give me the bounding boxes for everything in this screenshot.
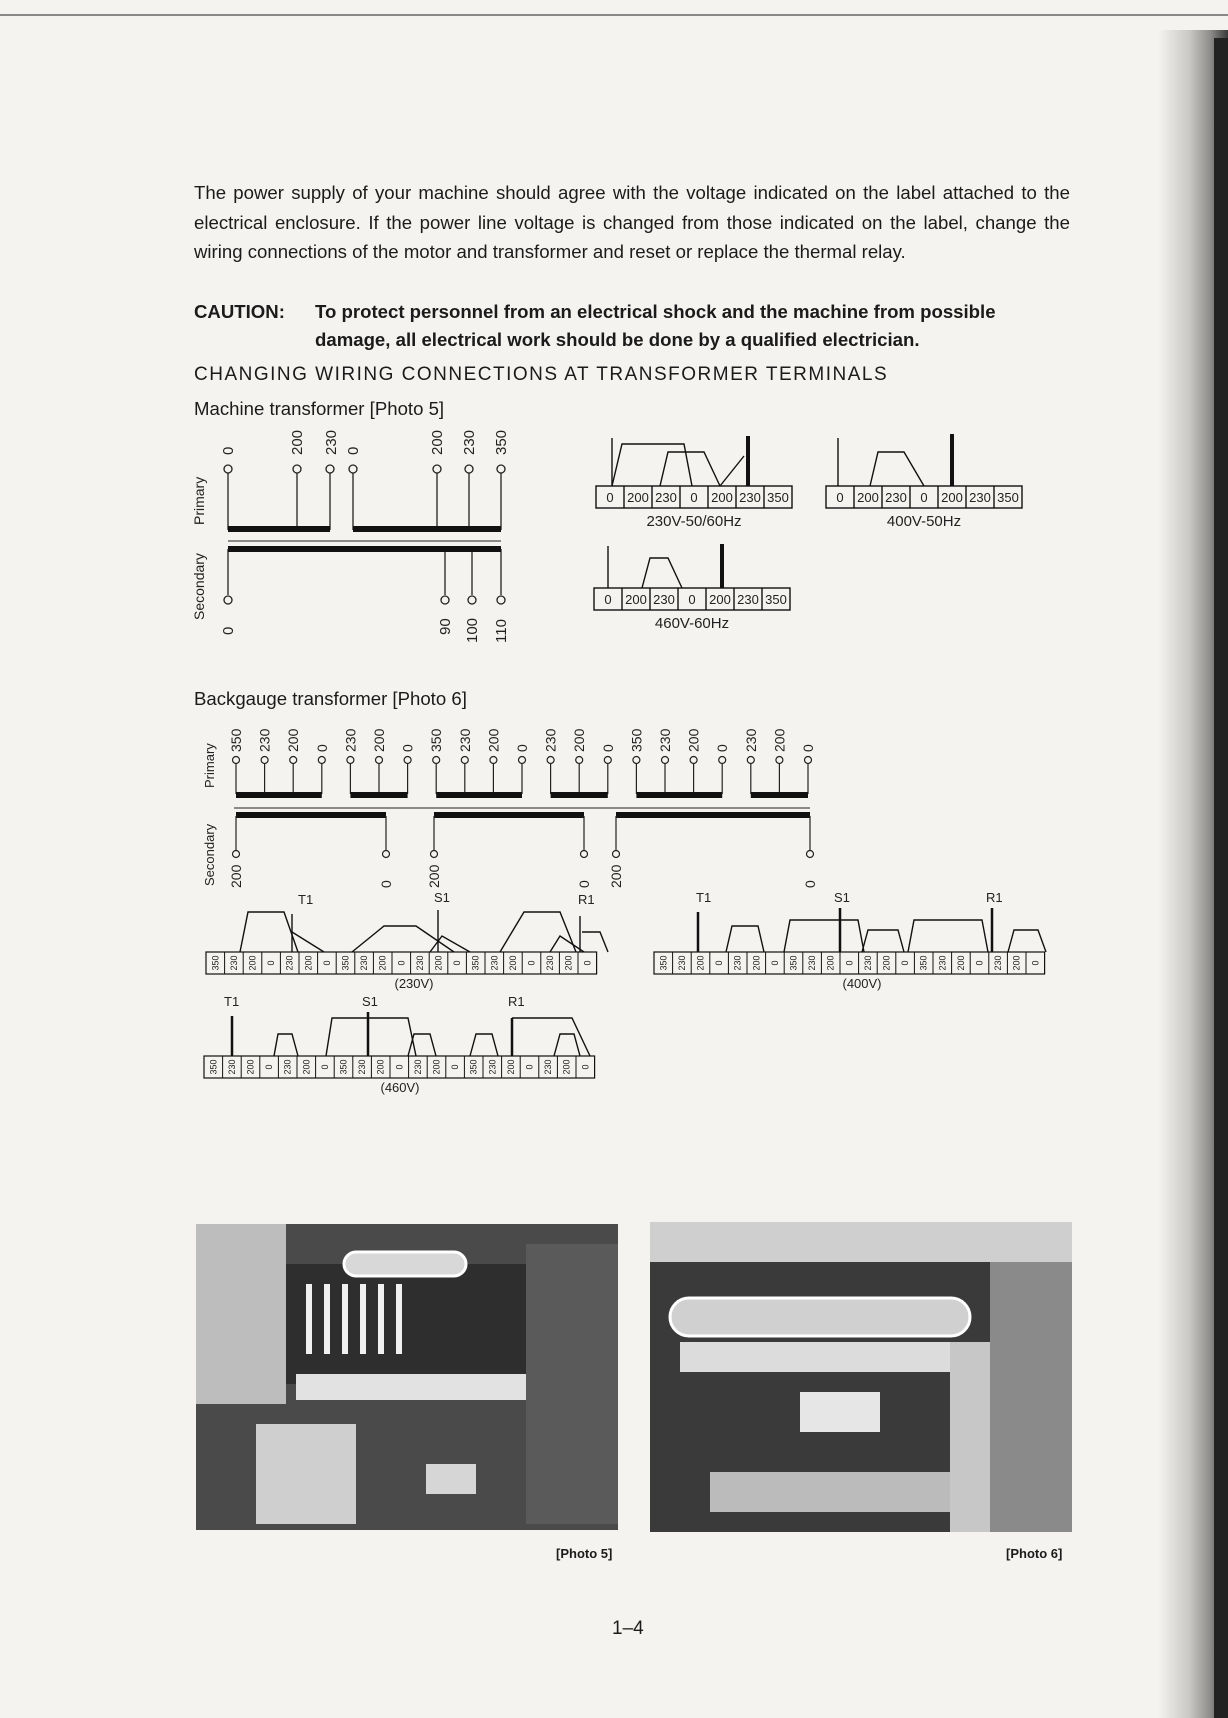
mt-config-400v: [824, 430, 1034, 535]
photo-6-caption: [Photo 6]: [1006, 1546, 1063, 1561]
svg-text:0: 0: [604, 592, 612, 607]
terminal-label: 200: [245, 1059, 256, 1075]
svg-text:0: 0: [690, 490, 698, 505]
terminal-label: 0: [974, 960, 985, 966]
bt-tap-terminal: [233, 757, 240, 764]
terminal-label: 200: [1011, 955, 1022, 971]
bt-sec-tap-label: 0: [802, 880, 818, 888]
bt-tap-terminal: [433, 757, 440, 764]
bt-tap-label: 230: [657, 728, 673, 752]
bt-tap-terminal: [719, 757, 726, 764]
bt-tap-terminal: [519, 757, 526, 764]
mt-tap-label: 200: [429, 429, 446, 455]
intro-paragraph: The power supply of your machine should agree with the voltage indicated on the label attached to the electrical enclosure. If the power line voltage is changed from those indicated on the label, change the wiring connections of the motor and transformer and reset or replace the thermal relay.: [194, 182, 1070, 262]
phase-label-t1: T1: [298, 892, 314, 907]
terminal-label: 350: [470, 955, 481, 971]
bt-config-caption: (400V): [842, 976, 882, 991]
terminal-label: 200: [431, 1059, 442, 1075]
bt-tap-label: 230: [542, 728, 559, 752]
svg-text:200: 200: [941, 490, 963, 505]
photo-5-caption: [Photo 5]: [556, 1546, 613, 1561]
svg-text:230: 230: [969, 490, 991, 505]
terminal-label: 230: [284, 955, 295, 971]
terminal-label: 200: [751, 955, 762, 971]
mt-config-460v: [592, 532, 802, 637]
phase-label-s1: S1: [834, 890, 850, 905]
mt-sec-tap-label: 0: [220, 626, 237, 635]
svg-text:350: 350: [765, 592, 787, 607]
svg-text:350: 350: [997, 490, 1019, 505]
bt-tap-terminal: [576, 757, 583, 764]
terminal-label: 200: [695, 955, 706, 971]
terminal-label: 350: [340, 955, 351, 971]
bt-tap-terminal: [318, 757, 325, 764]
bt-config-230v: [204, 886, 624, 996]
photo-6-image: [650, 1222, 1072, 1532]
backgauge-transformer-diagram: [200, 716, 820, 891]
bt-secondary-tap-labels: [228, 864, 818, 888]
terminal-label: 350: [208, 1059, 219, 1075]
bt-tap-label: 0: [714, 744, 731, 752]
terminal-label: 200: [507, 955, 518, 971]
mt-primary-tap-labels: [220, 430, 510, 455]
bt-tap-terminal: [547, 757, 554, 764]
terminal-label: 350: [918, 955, 929, 971]
terminal-label: 230: [359, 955, 370, 971]
caution-note: [194, 298, 1070, 354]
terminal-label: 200: [881, 955, 892, 971]
terminal-label: 0: [580, 1064, 591, 1070]
bt-sec-tap-label: 200: [228, 864, 244, 888]
bt-tap-label: 0: [800, 744, 816, 752]
mt-config-caption: 230V-50/60Hz: [646, 513, 742, 530]
backgauge-transformer-title: Backgauge transformer [Photo 6]: [194, 688, 467, 709]
bt-config-caption: (460V): [380, 1080, 420, 1095]
terminal-label: 230: [357, 1059, 368, 1075]
terminal-label: 230: [732, 955, 743, 971]
bt-tap-label: 0: [599, 744, 616, 752]
terminal-label: 0: [582, 960, 593, 966]
terminal-label: 0: [394, 1064, 405, 1070]
bt-config-460v: [202, 990, 622, 1100]
terminal-label: 230: [545, 955, 556, 971]
bt-sec-tap-label: 0: [378, 880, 394, 888]
mt-sec-tap-label: 110: [493, 619, 510, 643]
bt-tap-terminal: [747, 757, 754, 764]
svg-text:230: 230: [737, 592, 759, 607]
terminal-label: 230: [412, 1059, 423, 1075]
terminal-label: 350: [788, 955, 799, 971]
terminal-label: 200: [433, 955, 444, 971]
bt-tap-terminal: [290, 757, 297, 764]
svg-text:0: 0: [606, 490, 614, 505]
terminal-label: 200: [301, 1059, 312, 1075]
bt-tap-terminal: [690, 757, 697, 764]
svg-text:230: 230: [653, 592, 675, 607]
bt-secondary-label: Secondary: [202, 823, 217, 886]
bt-config-400v: [652, 886, 1072, 996]
bt-tap-terminal: [490, 757, 497, 764]
mt-tap-label: 350: [493, 429, 510, 455]
terminal-label: 200: [377, 955, 388, 971]
bt-tap-label: 200: [285, 728, 302, 752]
phase-label-r1: R1: [578, 892, 595, 907]
page-binding-edge: [1214, 38, 1228, 1718]
bt-tap-terminal: [633, 757, 640, 764]
phase-label-t1: T1: [224, 994, 240, 1009]
bt-tap-label: 230: [256, 728, 273, 752]
scan-top-edge: [0, 0, 1228, 16]
svg-text:200: 200: [709, 592, 731, 607]
terminal-label: 200: [303, 955, 314, 971]
mt-tap-label: 200: [289, 429, 306, 455]
svg-text:0: 0: [836, 490, 844, 505]
svg-text:0: 0: [688, 592, 696, 607]
bt-primary-winding: [551, 792, 608, 798]
terminal-label: 230: [807, 955, 818, 971]
terminal-label: 0: [264, 1064, 275, 1070]
terminal-label: 350: [210, 955, 221, 971]
mt-tap-label: 230: [461, 429, 478, 455]
mt-tap-label: 0: [220, 446, 237, 455]
terminal-label: 230: [487, 1059, 498, 1075]
svg-text:230: 230: [739, 490, 761, 505]
svg-text:350: 350: [767, 490, 789, 505]
terminal-label: 0: [1030, 960, 1041, 966]
phase-label-s1: S1: [434, 890, 450, 905]
mt-tap-label: 230: [323, 429, 340, 455]
svg-text:200: 200: [627, 490, 649, 505]
terminal-label: 230: [937, 955, 948, 971]
machine-transformer-title: Machine transformer [Photo 5]: [194, 398, 445, 419]
svg-text:200: 200: [857, 490, 879, 505]
svg-text:230: 230: [655, 490, 677, 505]
terminal-label: 0: [450, 1064, 461, 1070]
caution-line-1: To protect personnel from an electrical shock and the machine from possible: [315, 301, 996, 322]
mt-primary-label: Primary: [191, 476, 207, 525]
mt-sec-tap-label: 100: [464, 617, 481, 643]
bt-tap-label: 230: [456, 728, 473, 752]
terminal-label: 200: [563, 955, 574, 971]
terminal-label: 230: [414, 955, 425, 971]
bt-primary-winding: [236, 792, 322, 798]
caution-line-2: damage, all electrical work should be done by a qualified electrician.: [315, 329, 920, 350]
bt-tap-terminal: [376, 757, 383, 764]
terminal-label: 230: [543, 1059, 554, 1075]
terminal-label: 230: [676, 955, 687, 971]
bt-tap-label: 350: [428, 728, 445, 752]
bt-tap-label: 350: [628, 728, 645, 752]
bt-tap-terminal: [805, 757, 812, 764]
bt-primary-label: Primary: [202, 743, 217, 788]
mt-secondary-tap-labels: [220, 618, 510, 643]
bt-primary-tap-labels: [228, 728, 816, 752]
mt-secondary-label: Secondary: [191, 553, 207, 620]
terminal-label: 0: [452, 960, 463, 966]
bt-tap-label: 200: [771, 728, 788, 752]
bt-tap-terminal: [261, 757, 268, 764]
photo-5-image: [196, 1224, 618, 1530]
bt-tap-terminal: [662, 757, 669, 764]
terminal-label: 0: [321, 960, 332, 966]
bt-tap-label: 200: [371, 728, 387, 752]
terminal-label: 230: [862, 955, 873, 971]
bt-tap-terminal: [347, 757, 354, 764]
caution-label: CAUTION:: [194, 301, 285, 322]
terminal-label: 200: [505, 1059, 516, 1075]
bt-sec-tap-label: 200: [608, 864, 624, 888]
terminal-label: 200: [825, 955, 836, 971]
phase-label-s1: S1: [362, 994, 378, 1009]
mt-config-230v: [594, 430, 804, 535]
terminal-label: 230: [226, 1059, 237, 1075]
mt-config-caption: 460V-60Hz: [654, 615, 730, 632]
bt-sec-tap-label: 0: [576, 880, 592, 888]
terminal-label: 200: [561, 1059, 572, 1075]
bt-primary-winding: [350, 792, 407, 798]
terminal-label: 350: [338, 1059, 349, 1075]
terminal-label: 230: [282, 1059, 293, 1075]
section-heading: CHANGING WIRING CONNECTIONS AT TRANSFORMER TERMINALS: [194, 364, 889, 385]
mt-tap-label: 0: [345, 446, 362, 455]
bt-tap-label: 230: [742, 728, 759, 752]
bt-tap-label: 350: [228, 728, 244, 752]
bt-tap-terminal: [776, 757, 783, 764]
phase-label-t1: T1: [696, 890, 712, 905]
bt-sec-tap-label: 200: [426, 864, 442, 888]
bt-tap-terminal: [604, 757, 611, 764]
bt-tap-label: 0: [313, 744, 330, 752]
phase-label-r1: R1: [986, 890, 1003, 905]
terminal-label: 0: [266, 960, 277, 966]
svg-text:200: 200: [625, 592, 647, 607]
bt-tap-terminal: [404, 757, 411, 764]
terminal-label: 0: [526, 960, 537, 966]
terminal-label: 0: [396, 960, 407, 966]
bt-tap-label: 0: [514, 744, 530, 752]
terminal-label: 0: [844, 960, 855, 966]
bt-config-caption: (230V): [394, 976, 434, 991]
bt-tap-label: 200: [485, 728, 502, 752]
terminal-label: 350: [658, 955, 669, 971]
photo-5: [196, 1224, 618, 1530]
terminal-label: 200: [955, 955, 966, 971]
svg-text:230: 230: [885, 490, 907, 505]
machine-transformer-diagram: [190, 425, 520, 655]
terminal-label: 0: [319, 1064, 330, 1070]
terminal-label: 0: [714, 960, 725, 966]
terminal-label: 200: [375, 1059, 386, 1075]
terminal-label: 200: [247, 955, 258, 971]
mt-config-caption: 400V-50Hz: [886, 513, 962, 530]
terminal-label: 0: [769, 960, 780, 966]
terminal-label: 230: [228, 955, 239, 971]
page-number: 1–4: [612, 1618, 644, 1639]
bt-primary-winding: [751, 792, 808, 798]
bt-tap-label: 200: [685, 728, 702, 752]
photo-6: [650, 1222, 1072, 1532]
bt-primary-winding: [636, 792, 722, 798]
terminal-label: 0: [524, 1064, 535, 1070]
bt-tap-label: 230: [342, 728, 359, 752]
phase-label-r1: R1: [508, 994, 525, 1009]
mt-sec-tap-label: 90: [437, 618, 454, 635]
terminal-label: 0: [900, 960, 911, 966]
svg-text:200: 200: [711, 490, 733, 505]
terminal-label: 230: [489, 955, 500, 971]
terminal-label: 230: [993, 955, 1004, 971]
bt-tap-terminal: [461, 757, 468, 764]
bt-primary-winding: [436, 792, 522, 798]
terminal-label: 350: [468, 1059, 479, 1075]
svg-text:0: 0: [920, 490, 928, 505]
bt-tap-label: 0: [399, 744, 416, 752]
bt-tap-label: 200: [571, 728, 588, 752]
